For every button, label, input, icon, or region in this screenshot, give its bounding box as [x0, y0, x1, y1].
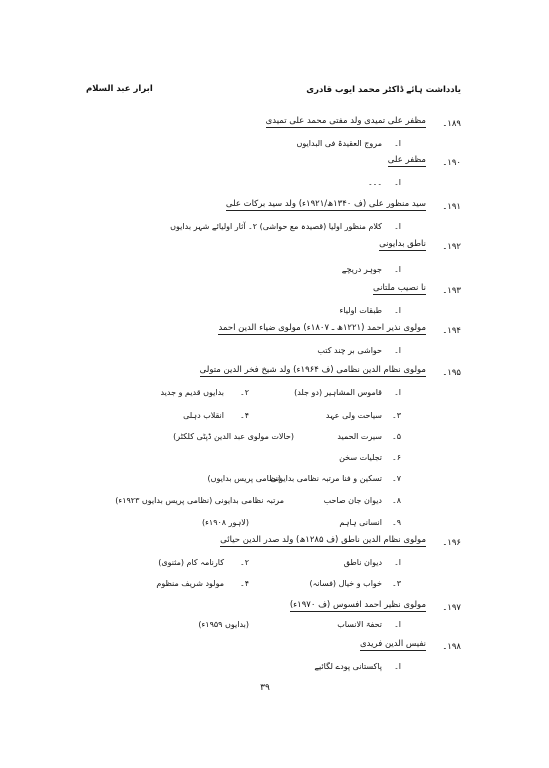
entry-name: مولوی نظام الدین ناطق (ف ۱۲۸۵ھ) ولد صدر الدین حیائی [220, 535, 426, 545]
entry-name: مولوی نذیر احمد (۱۲۲۱ھ ـ ۱۸۰۷ء) مولوی ضیاء الدین احمد [218, 323, 426, 333]
running-header-author: ابرار عبد السلام [86, 84, 153, 94]
item-marker: ا۔ [394, 620, 401, 629]
item-marker: ۸۔ [392, 496, 401, 505]
entry-name: مولوی نظیر احمد افسوس (ف ۱۹۷۰ء) [289, 600, 426, 610]
entry-number: ۱۹۳۔ [442, 286, 461, 296]
work-title: خواب و خیال (فسانہ) [309, 579, 382, 588]
work-title: کارنامہ کام (مثنوی) [158, 558, 224, 567]
item-marker: ۶۔ [392, 453, 401, 462]
entry-name: مظفر علی تمیدی ولد مفتی محمد علی تمیدی [265, 116, 426, 126]
work-note: مرتبہ نظامی بدایونی (نظامی پریس بدایوں ۱۹۲۳ء) [115, 496, 284, 505]
entry-number: ۱۹۸۔ [442, 642, 461, 652]
page-number: ۳۹ [260, 683, 270, 693]
entry-number: ۱۹۵۔ [442, 368, 461, 378]
item-marker: ۹۔ [392, 518, 401, 527]
entry-name: ناطق بدایونی [379, 239, 426, 249]
work-title: جوہر دریچے [341, 265, 382, 274]
item-marker: ا۔ [394, 139, 401, 148]
item-marker: ا۔ [394, 558, 401, 567]
entry-name: نفیس الدین فریدی [360, 639, 426, 649]
running-header-title: یادداشت ہائے ڈاکٹر محمد ایوب قادری [306, 85, 461, 95]
work-note: (لاہور ۱۹۰۸ء) [202, 518, 249, 527]
entry-name: مولوی نظام الدین نظامی (ف ۱۹۶۴ء) ولد شیخ فخر الدین متولی [199, 365, 426, 375]
work-title: تحفۃ الانساب [337, 620, 382, 629]
work-title: مروج العقیدۃ فی البدایوں [296, 139, 382, 148]
entry-number: ۱۹۷۔ [442, 603, 461, 613]
work-title: سیرت الحمید [337, 432, 382, 441]
work-note: (نظامی پریس بدایوں) [207, 474, 281, 483]
item-marker: ۷۔ [392, 474, 401, 483]
work-title: پاکستانی پودے لگائیے [314, 662, 382, 671]
entry-number: ۱۹۱۔ [442, 202, 461, 212]
entry-number: ۱۹۲۔ [442, 242, 461, 252]
item-marker: ا۔ [394, 346, 401, 355]
entry-name: نا نصیب ملتانی [373, 283, 426, 293]
work-title: دیوان ناطق [343, 558, 382, 567]
entry-number: ۱۹۶۔ [442, 538, 461, 548]
work-title: دیوان جان صاحب [323, 496, 382, 505]
work-title: انقلاب دہلی [183, 411, 224, 420]
work-title: حواشی بر چند کتب [317, 346, 382, 355]
item-marker: ا۔ [394, 662, 401, 671]
work-title: تسکین و فنا مرتبہ نظامی بدایونی [270, 474, 382, 483]
work-title: مولود شریف منظوم [156, 579, 224, 588]
work-title: کلام منظور اولیا (قصیدہ مع حواشی) ۲۔ آثار اولیائے شہر بدایوں [170, 222, 382, 231]
entry-name: سید منظور علی (ف ۱۳۴۰ھ/۱۹۲۱ء) ولد سید برکات علی [225, 199, 426, 209]
work-title: بدایوں قدیم و جدید [160, 388, 224, 397]
work-note: (حالات مولوی عبد الدین ڈپٹی کلکٹر) [173, 432, 294, 441]
item-marker: ا۔ [394, 306, 401, 315]
entry-number: ۱۹۴۔ [442, 326, 461, 336]
entry-name: مظفر علی [387, 155, 426, 165]
item-marker: ۳۔ [392, 411, 401, 420]
item-marker: ۴۔ [240, 579, 249, 588]
item-marker: ۲۔ [240, 388, 249, 397]
work-title: ۔۔۔ [367, 178, 382, 187]
item-marker: ۴۔ [240, 411, 249, 420]
entry-number: ۱۹۰۔ [442, 158, 461, 168]
item-marker: ا۔ [394, 265, 401, 274]
item-marker: ا۔ [394, 222, 401, 231]
item-marker: ۲۔ [240, 558, 249, 567]
work-title: سیاحت ولی عہد [325, 411, 382, 420]
entry-number: ۱۸۹۔ [442, 119, 461, 129]
item-marker: ۵۔ [392, 432, 401, 441]
item-marker: ۳۔ [392, 579, 401, 588]
item-marker: ا۔ [394, 178, 401, 187]
work-title: انسانی ہاہم [339, 518, 382, 527]
work-title: قاموس المشاہیر (دو جلد) [294, 388, 382, 397]
work-note: (بدایوں ۱۹۵۹ء) [198, 620, 249, 629]
work-title: طبقات اولیاء [339, 306, 382, 315]
item-marker: ا۔ [394, 388, 401, 397]
work-title: تجلیات سخن [339, 453, 382, 462]
